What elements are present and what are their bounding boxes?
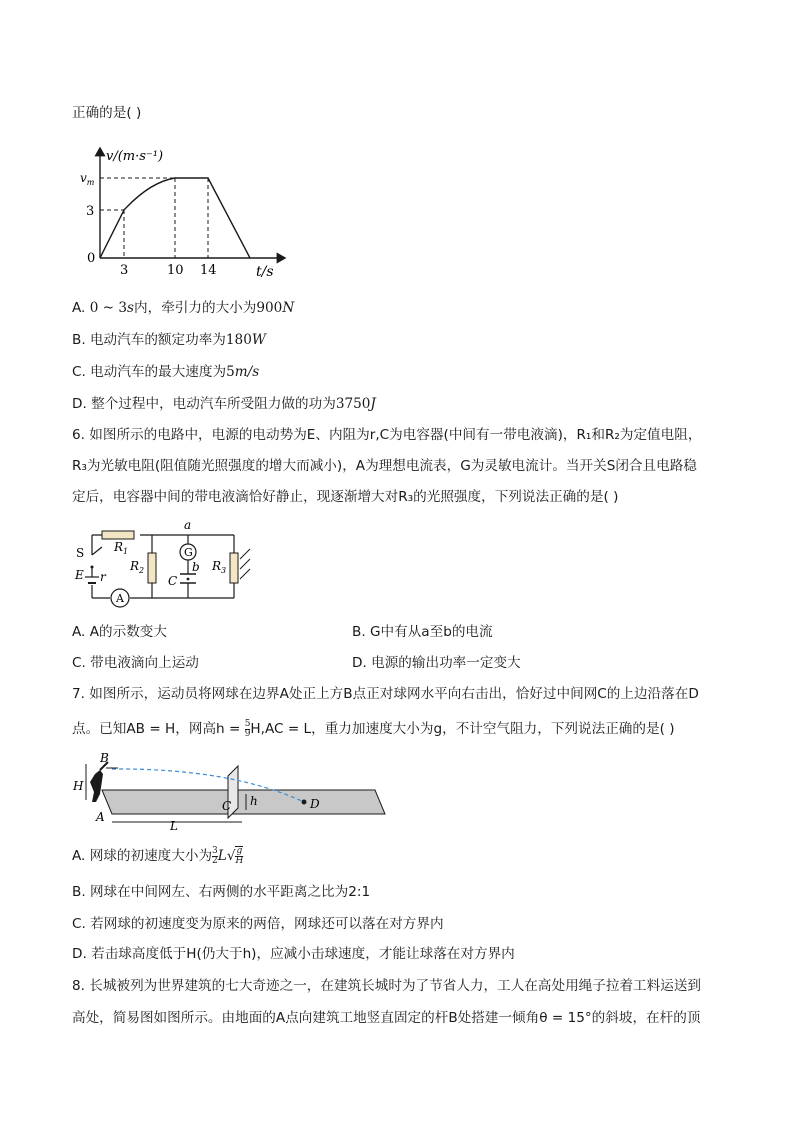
q7-option-b: B. 网球在中间网左、右两侧的水平距离之比为2:1 — [72, 884, 371, 900]
emf-label: E — [75, 568, 84, 582]
light-arrows-icon — [240, 549, 250, 579]
switch-contact — [91, 566, 94, 569]
q6-option-b: B. G中有从a至b的电流 — [352, 624, 493, 640]
q7-fraction: $\frac{5}{9}$ — [244, 718, 251, 739]
q6-option-c: C. 带电液滴向上运动 — [72, 655, 199, 671]
resistor-r2 — [148, 553, 156, 583]
q5-option-d: D. 整个过程中，电动汽车所受阻力做的功为3750J — [72, 396, 376, 412]
court-surface — [102, 790, 385, 814]
graph-x-label: t/s — [256, 264, 274, 280]
tennis-ball — [302, 800, 307, 805]
charged-droplet — [187, 578, 190, 581]
graph-tick-x14: 14 — [200, 263, 217, 278]
q5-option-a: A. 0 ~ 3s内，牵引力的大小为900N — [72, 300, 295, 316]
point-a-label: a — [184, 518, 192, 532]
label-H: H — [73, 779, 84, 793]
q7-option-a: A. 网球的初速度大小为 $\frac{3}{2}$ L√ $\frac{g}{H}$ — [72, 845, 244, 866]
graph-tick-y3: 3 — [86, 204, 95, 219]
q5-option-c: C. 电动汽车的最大速度为5m/s — [72, 364, 260, 380]
r3-label: $R_3$ — [212, 559, 227, 575]
q6-option-d: D. 电源的输出功率一定变大 — [352, 655, 521, 671]
resistor-r1 — [102, 531, 134, 539]
q6-stem-line1: 6. 如图所示的电路中，电源的电动势为E、内阻为r,C为电容器(中间有一带电液滴)，R₁和R₂为定值电阻， — [72, 427, 702, 443]
player-silhouette — [90, 770, 103, 802]
label-h: h — [250, 794, 258, 808]
capacitor-label: C — [168, 574, 178, 588]
q7-stem-line1: 7. 如图所示，运动员将网球在边界A处正上方B点正对球网水平向右击出，恰好过中间网C的上边沿落在D — [72, 686, 699, 702]
q6-stem-line2: R₃为光敏电阻(阻值随光照强度的增大而减小)，A为理想电流表，G为灵敏电流计。当开关S闭合且电路稳 — [72, 458, 697, 474]
q7-tennis-figure — [70, 752, 390, 832]
q5-vt-graph — [80, 140, 300, 280]
q7-stem-line2: 点。已知AB = H，网高h = $\frac{5}{9}$ H,AC = L，重力加速度大小为g，不计空气阻力，下列说法正确的是( ) — [72, 718, 675, 739]
point-b-label: b — [192, 560, 200, 574]
label-B: B — [100, 752, 109, 765]
label-A: A — [96, 810, 105, 824]
q8-stem-line1: 8. 长城被列为世界建筑的七大奇迹之一，在建筑长城时为了节省人力，工人在高处用绳子拉着工料运送到 — [72, 978, 702, 994]
graph-tick-x10: 10 — [167, 263, 184, 278]
label-D: D — [310, 797, 320, 811]
q7-option-d: D. 若击球高度低于H(仍大于h)，应减小击球速度，才能让球落在对方界内 — [72, 946, 515, 962]
internal-r-label: r — [100, 570, 106, 584]
switch-blade — [92, 547, 102, 555]
q5-stem-end: 正确的是( ) — [72, 105, 142, 121]
graph-tick-x3: 3 — [120, 263, 129, 278]
ammeter-label: A — [116, 592, 124, 605]
graph-velocity-curve — [100, 178, 250, 258]
q5-option-b: B. 电动汽车的额定功率为180W — [72, 332, 266, 348]
q6-option-a: A. A的示数变大 — [72, 624, 167, 640]
switch-label: S — [76, 546, 85, 560]
q6-stem-line3: 定后，电容器中间的带电液滴恰好静止，现逐渐增大对R₃的光照强度，下列说法正确的是( ) — [72, 489, 619, 505]
q8-stem-line2: 高处，简易图如图所示。由地面的A点向建筑工地竖直固定的杆B处搭建一倾角θ = 15°的斜坡，在杆的顶 — [72, 1010, 701, 1026]
q6-circuit-diagram — [72, 515, 252, 610]
label-L: L — [170, 819, 178, 832]
galvanometer-label: G — [184, 546, 193, 559]
label-C: C — [222, 799, 232, 813]
graph-origin: 0 — [87, 251, 96, 266]
resistor-r3 — [230, 553, 238, 583]
r1-label: $R_1$ — [114, 540, 129, 556]
q7-option-c: C. 若网球的初速度变为原来的两倍，网球还可以落在对方界内 — [72, 916, 444, 932]
graph-y-label: v/(m·s⁻¹) — [106, 149, 164, 164]
r2-label: $R_2$ — [130, 559, 145, 575]
graph-vm-label: $v_m$ — [80, 171, 95, 187]
